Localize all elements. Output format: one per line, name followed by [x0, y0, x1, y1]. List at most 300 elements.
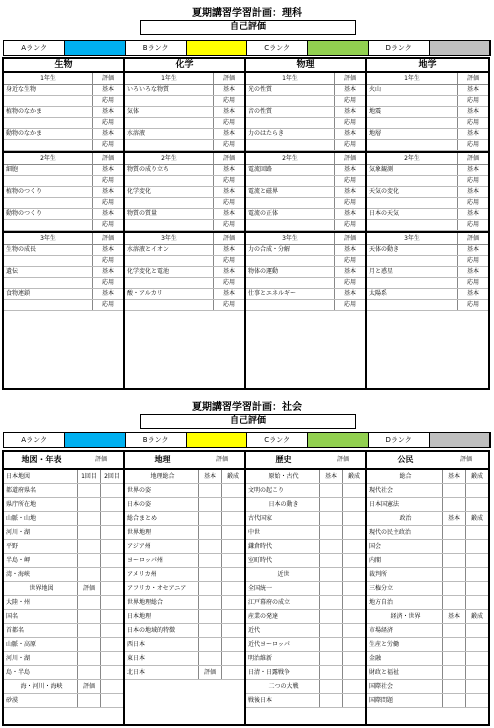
eval-label: 評価 [213, 153, 244, 164]
science-grid [2, 57, 490, 390]
social-cell [319, 694, 342, 707]
applied-label: 応用 [213, 256, 244, 266]
subject-column [125, 59, 246, 388]
eval-label: 評価 [92, 233, 123, 244]
social-cell [342, 610, 365, 623]
social-topic-name: 河川・湖 [6, 529, 31, 536]
topic-blank [367, 176, 457, 186]
social-cell: 鍛成 [221, 470, 244, 483]
social-topic-name: 世界地理 [127, 529, 152, 536]
topic-row [4, 209, 123, 220]
year-header [4, 233, 123, 245]
social-topic-name: 平野 [6, 543, 19, 550]
year-label: 2年生 [161, 155, 177, 162]
social-topic-name: 山脈・高原 [6, 641, 37, 648]
social-cell [319, 554, 342, 567]
topic-row-applied [4, 300, 123, 311]
social-topic-row [4, 568, 123, 582]
rank-color-swatch [308, 41, 368, 55]
topic-name: 動物のなかま [6, 130, 43, 137]
year-block [4, 233, 123, 311]
topic-name: 細胞 [6, 166, 19, 173]
social-cell [319, 596, 342, 609]
social-cell [221, 596, 244, 609]
rank-color-swatch [65, 433, 125, 447]
social-cell [465, 596, 488, 609]
topic-blank [246, 278, 334, 288]
topic-row [4, 245, 123, 256]
social-grid [2, 450, 490, 726]
year-block [4, 153, 123, 233]
social-topic-name: 三権分立 [369, 585, 394, 592]
social-cell [77, 498, 100, 511]
basic-label: 基本 [457, 267, 488, 277]
social-topic-name: 総合 [399, 473, 412, 480]
topic-blank [246, 118, 334, 128]
social-cell [77, 638, 100, 651]
eval-label: 評価 [94, 456, 107, 463]
topic-name: 音の性質 [248, 108, 273, 115]
topic-blank [4, 300, 92, 310]
topic-name: 物体の運動 [248, 268, 279, 275]
topic-row [125, 129, 244, 140]
topic-blank [125, 140, 213, 150]
basic-label: 基本 [92, 289, 123, 299]
social-topic-row [246, 554, 365, 568]
year-header [367, 73, 488, 85]
year-header [246, 153, 365, 165]
social-cell [342, 568, 365, 581]
eval-label: 評価 [92, 73, 123, 84]
social-cell [465, 554, 488, 567]
topic-row-applied [125, 220, 244, 231]
social-cell [198, 624, 221, 637]
topic-blank [367, 96, 457, 106]
year-label: 1年生 [40, 75, 56, 82]
rank-label: Aランク [4, 433, 65, 447]
topic-row-applied [367, 300, 488, 311]
year-label: 2年生 [40, 155, 56, 162]
social-topic-name: アメリカ州 [127, 571, 157, 578]
social-topic-row [367, 638, 488, 652]
topic-row [367, 107, 488, 118]
applied-label: 応用 [92, 96, 123, 106]
social-cell [465, 624, 488, 637]
topic-name: 火山 [369, 86, 382, 93]
social-topic-row [4, 694, 123, 708]
topic-name: 地層 [369, 130, 382, 137]
social-cell [342, 652, 365, 665]
social-topic-row [4, 526, 123, 540]
social-topic-name: 戦後日本 [248, 697, 273, 704]
topic-name: 酸・アルカリ [127, 290, 163, 297]
applied-label: 応用 [457, 118, 488, 128]
social-cell [465, 484, 488, 497]
social-cell [100, 596, 123, 609]
year-header [125, 233, 244, 245]
social-cell [77, 484, 100, 497]
basic-label: 基本 [92, 187, 123, 197]
social-topic-row [367, 554, 488, 568]
social-cell [221, 498, 244, 511]
social-topic-row [246, 484, 365, 498]
topic-row [4, 267, 123, 278]
applied-label: 応用 [213, 300, 244, 310]
applied-label: 応用 [457, 198, 488, 208]
basic-label: 基本 [92, 245, 123, 255]
topic-blank [125, 96, 213, 106]
topic-row-applied [4, 198, 123, 209]
social-topic-row [246, 624, 365, 638]
social-topic-name: 日本地図 [6, 473, 31, 480]
social-topic-name: 市場経済 [369, 627, 394, 634]
social-cell: 基本 [442, 470, 465, 483]
social-cell [100, 582, 123, 595]
year-block [367, 153, 488, 233]
topic-row-applied [246, 198, 365, 209]
social-cell [198, 568, 221, 581]
social-cell: 基本 [198, 470, 221, 483]
topic-name: 日本の天気 [369, 210, 400, 217]
social-topic-row [246, 610, 365, 624]
year-block [367, 233, 488, 311]
topic-row [4, 289, 123, 300]
basic-label: 基本 [334, 165, 365, 175]
social-topic-row [367, 540, 488, 554]
topic-blank [246, 198, 334, 208]
social-topic-row [367, 526, 488, 540]
social-cell [77, 568, 100, 581]
social-cell [442, 596, 465, 609]
subject-column [367, 59, 488, 388]
social-cell: 基本 [442, 610, 465, 623]
year-label: 3年生 [282, 235, 298, 242]
science-rank-legend [3, 40, 491, 56]
social-cell [100, 554, 123, 567]
topic-blank [4, 176, 92, 186]
year-label: 1年生 [161, 75, 177, 82]
social-cell [221, 638, 244, 651]
social-cell [198, 582, 221, 595]
applied-label: 応用 [457, 96, 488, 106]
basic-label: 基本 [213, 267, 244, 277]
social-cell [465, 638, 488, 651]
topic-name: 月と惑星 [369, 268, 394, 275]
social-topic-name: 県庁所在地 [6, 501, 37, 508]
social-cell [319, 526, 342, 539]
eval-label: 評価 [457, 233, 488, 244]
applied-label: 応用 [334, 300, 365, 310]
social-cell: 1回目 [77, 470, 100, 483]
social-topic-name: 室町時代 [248, 557, 273, 564]
topic-blank [125, 176, 213, 186]
topic-row-applied [367, 96, 488, 107]
social-topic-row [367, 624, 488, 638]
year-label: 3年生 [161, 235, 177, 242]
social-topic-row [246, 512, 365, 526]
social-cell [221, 526, 244, 539]
year-label: 2年生 [282, 155, 298, 162]
topic-row [125, 267, 244, 278]
social-topic-row [246, 498, 365, 512]
topic-blank [125, 118, 213, 128]
topic-name: 気象観測 [369, 166, 394, 173]
topic-row-applied [4, 220, 123, 231]
topic-blank [367, 118, 457, 128]
topic-row-applied [246, 118, 365, 129]
social-topic-row [367, 652, 488, 666]
social-cell [100, 624, 123, 637]
topic-row-applied [246, 220, 365, 231]
applied-label: 応用 [457, 300, 488, 310]
social-cell [100, 694, 123, 707]
topic-row [125, 165, 244, 176]
social-cell: 鍛成 [465, 610, 488, 623]
basic-label: 基本 [334, 129, 365, 139]
social-cell [465, 568, 488, 581]
applied-label: 応用 [92, 118, 123, 128]
basic-label: 基本 [213, 245, 244, 255]
social-topic-row [125, 638, 244, 652]
social-cell [221, 484, 244, 497]
social-column-heading [246, 452, 365, 470]
basic-label: 基本 [457, 289, 488, 299]
social-topic-name: 国際問題 [369, 697, 394, 704]
social-topic-name: 海・河川・海峡 [20, 683, 63, 690]
social-topic-row [4, 638, 123, 652]
social-topic-row [4, 540, 123, 554]
topic-blank [4, 96, 92, 106]
social-topic-name: 世界の姿 [127, 487, 152, 494]
year-block [4, 73, 123, 153]
social-cell [442, 694, 465, 707]
social-cell [319, 568, 342, 581]
social-topic-name: 原始・古代 [268, 473, 299, 480]
year-block [246, 73, 365, 153]
social-cell [319, 652, 342, 665]
rank-label: Dランク [369, 41, 430, 55]
applied-label: 応用 [334, 118, 365, 128]
topic-row-applied [367, 176, 488, 187]
social-cell [342, 694, 365, 707]
topic-name: 力の合成・分解 [248, 246, 291, 253]
year-header [367, 153, 488, 165]
social-cell [342, 540, 365, 553]
social-topic-name: 国名 [6, 613, 19, 620]
topic-row [4, 129, 123, 140]
topic-row [4, 165, 123, 176]
topic-name: 光の性質 [248, 86, 273, 93]
social-topic-name: 近世 [277, 571, 290, 578]
social-cell [221, 624, 244, 637]
basic-label: 基本 [334, 289, 365, 299]
applied-label: 応用 [92, 220, 123, 230]
year-header [125, 73, 244, 85]
social-cell [77, 694, 100, 707]
social-cell [342, 526, 365, 539]
social-topic-name: 湾・海峡 [6, 571, 31, 578]
topic-row-applied [4, 118, 123, 129]
topic-blank [125, 278, 213, 288]
social-cell [465, 540, 488, 553]
rank-color-swatch [187, 433, 247, 447]
topic-name: 植物のつくり [6, 188, 43, 195]
applied-label: 応用 [334, 278, 365, 288]
social-topic-row [4, 680, 123, 694]
social-topic-row [4, 554, 123, 568]
social-topic-name: 日清・日露戦争 [248, 669, 291, 676]
topic-name: 生物の成長 [6, 246, 37, 253]
social-cell [465, 582, 488, 595]
social-cell [77, 652, 100, 665]
social-cell [342, 484, 365, 497]
basic-label: 基本 [92, 107, 123, 117]
social-cell: 評価 [77, 680, 100, 693]
social-cell [319, 638, 342, 651]
topic-blank [246, 140, 334, 150]
social-cell [77, 512, 100, 525]
social-cell [77, 596, 100, 609]
social-cell: 評価 [77, 582, 100, 595]
social-cell [100, 540, 123, 553]
social-topic-row [246, 596, 365, 610]
social-topic-row [367, 484, 488, 498]
topic-row [246, 289, 365, 300]
topic-row [367, 267, 488, 278]
social-topic-row [4, 582, 123, 596]
topic-name: 遺伝 [6, 268, 19, 275]
applied-label: 応用 [92, 300, 123, 310]
social-cell [77, 526, 100, 539]
topic-row [246, 107, 365, 118]
applied-label: 応用 [457, 140, 488, 150]
topic-name: 身近な生物 [6, 86, 37, 93]
topic-row [125, 245, 244, 256]
rank-color-swatch [430, 41, 490, 55]
topic-blank [125, 300, 213, 310]
social-topic-row [367, 582, 488, 596]
social-cell [342, 680, 365, 693]
social-self-eval: 自己評価 [140, 414, 356, 429]
subject-heading: 物理 [246, 59, 365, 73]
social-cell [100, 638, 123, 651]
topic-row [246, 129, 365, 140]
social-topic-row [246, 582, 365, 596]
social-topic-row [4, 498, 123, 512]
topic-blank [125, 198, 213, 208]
topic-name: 食物連鎖 [6, 290, 31, 297]
topic-name: 電流と磁界 [248, 188, 279, 195]
eval-label: 評価 [334, 153, 365, 164]
social-topic-row [4, 624, 123, 638]
social-column-heading [367, 452, 488, 470]
social-cell [198, 652, 221, 665]
applied-label: 応用 [334, 198, 365, 208]
eval-label: 評価 [457, 73, 488, 84]
topic-name: 電流の正体 [248, 210, 279, 217]
basic-label: 基本 [92, 165, 123, 175]
social-topic-row [4, 512, 123, 526]
year-label: 1年生 [282, 75, 298, 82]
social-topic-name: 国会 [369, 543, 382, 550]
social-topic-row [367, 596, 488, 610]
topic-row [367, 245, 488, 256]
year-header [4, 153, 123, 165]
topic-blank [367, 278, 457, 288]
social-subject-title: 歴史 [275, 455, 292, 464]
eval-label: 評価 [336, 456, 349, 463]
applied-label: 応用 [457, 256, 488, 266]
year-block [367, 73, 488, 153]
social-topic-name: 国際社会 [369, 683, 394, 690]
social-topic-name: 世界地図 [29, 585, 54, 592]
applied-label: 応用 [457, 278, 488, 288]
social-topic-row [367, 568, 488, 582]
social-topic-name: 日本の地域的特徴 [127, 627, 176, 634]
social-cell [221, 582, 244, 595]
year-header [125, 153, 244, 165]
topic-row [367, 129, 488, 140]
social-topic-row [246, 638, 365, 652]
social-subject-title: 地図・年表 [21, 455, 62, 464]
social-topic-row [367, 694, 488, 708]
social-cell [319, 498, 342, 511]
year-header [367, 233, 488, 245]
social-cell [319, 484, 342, 497]
social-topic-row [125, 470, 244, 484]
topic-blank [4, 278, 92, 288]
social-cell [342, 554, 365, 567]
social-topic-name: アフリカ・オセアニア [127, 585, 187, 592]
topic-row-applied [367, 118, 488, 129]
basic-label: 基本 [334, 107, 365, 117]
topic-blank [4, 140, 92, 150]
topic-name: 水溶液 [127, 130, 146, 137]
applied-label: 応用 [334, 176, 365, 186]
social-topic-name: 全国統一 [248, 585, 273, 592]
topic-name: 化学変化 [127, 188, 152, 195]
social-cell [198, 638, 221, 651]
social-topic-row [125, 554, 244, 568]
social-cell: 鍛成 [342, 470, 365, 483]
basic-label: 基本 [213, 85, 244, 95]
topic-row [4, 187, 123, 198]
social-topic-row [4, 652, 123, 666]
eval-label: 評価 [92, 153, 123, 164]
topic-row [125, 187, 244, 198]
social-topic-row [246, 470, 365, 484]
social-cell [198, 526, 221, 539]
social-cell [342, 596, 365, 609]
rank-label: Cランク [247, 41, 308, 55]
social-cell [198, 596, 221, 609]
social-cell [77, 554, 100, 567]
basic-label: 基本 [457, 129, 488, 139]
social-cell [100, 526, 123, 539]
social-topic-row [125, 526, 244, 540]
topic-row [125, 107, 244, 118]
topic-row-applied [367, 220, 488, 231]
year-label: 3年生 [404, 235, 420, 242]
basic-label: 基本 [92, 209, 123, 219]
subject-heading: 地学 [367, 59, 488, 73]
subject-column [246, 59, 367, 388]
topic-blank [246, 256, 334, 266]
topic-row-applied [367, 278, 488, 289]
social-topic-row [246, 526, 365, 540]
topic-row [367, 165, 488, 176]
social-cell [100, 610, 123, 623]
